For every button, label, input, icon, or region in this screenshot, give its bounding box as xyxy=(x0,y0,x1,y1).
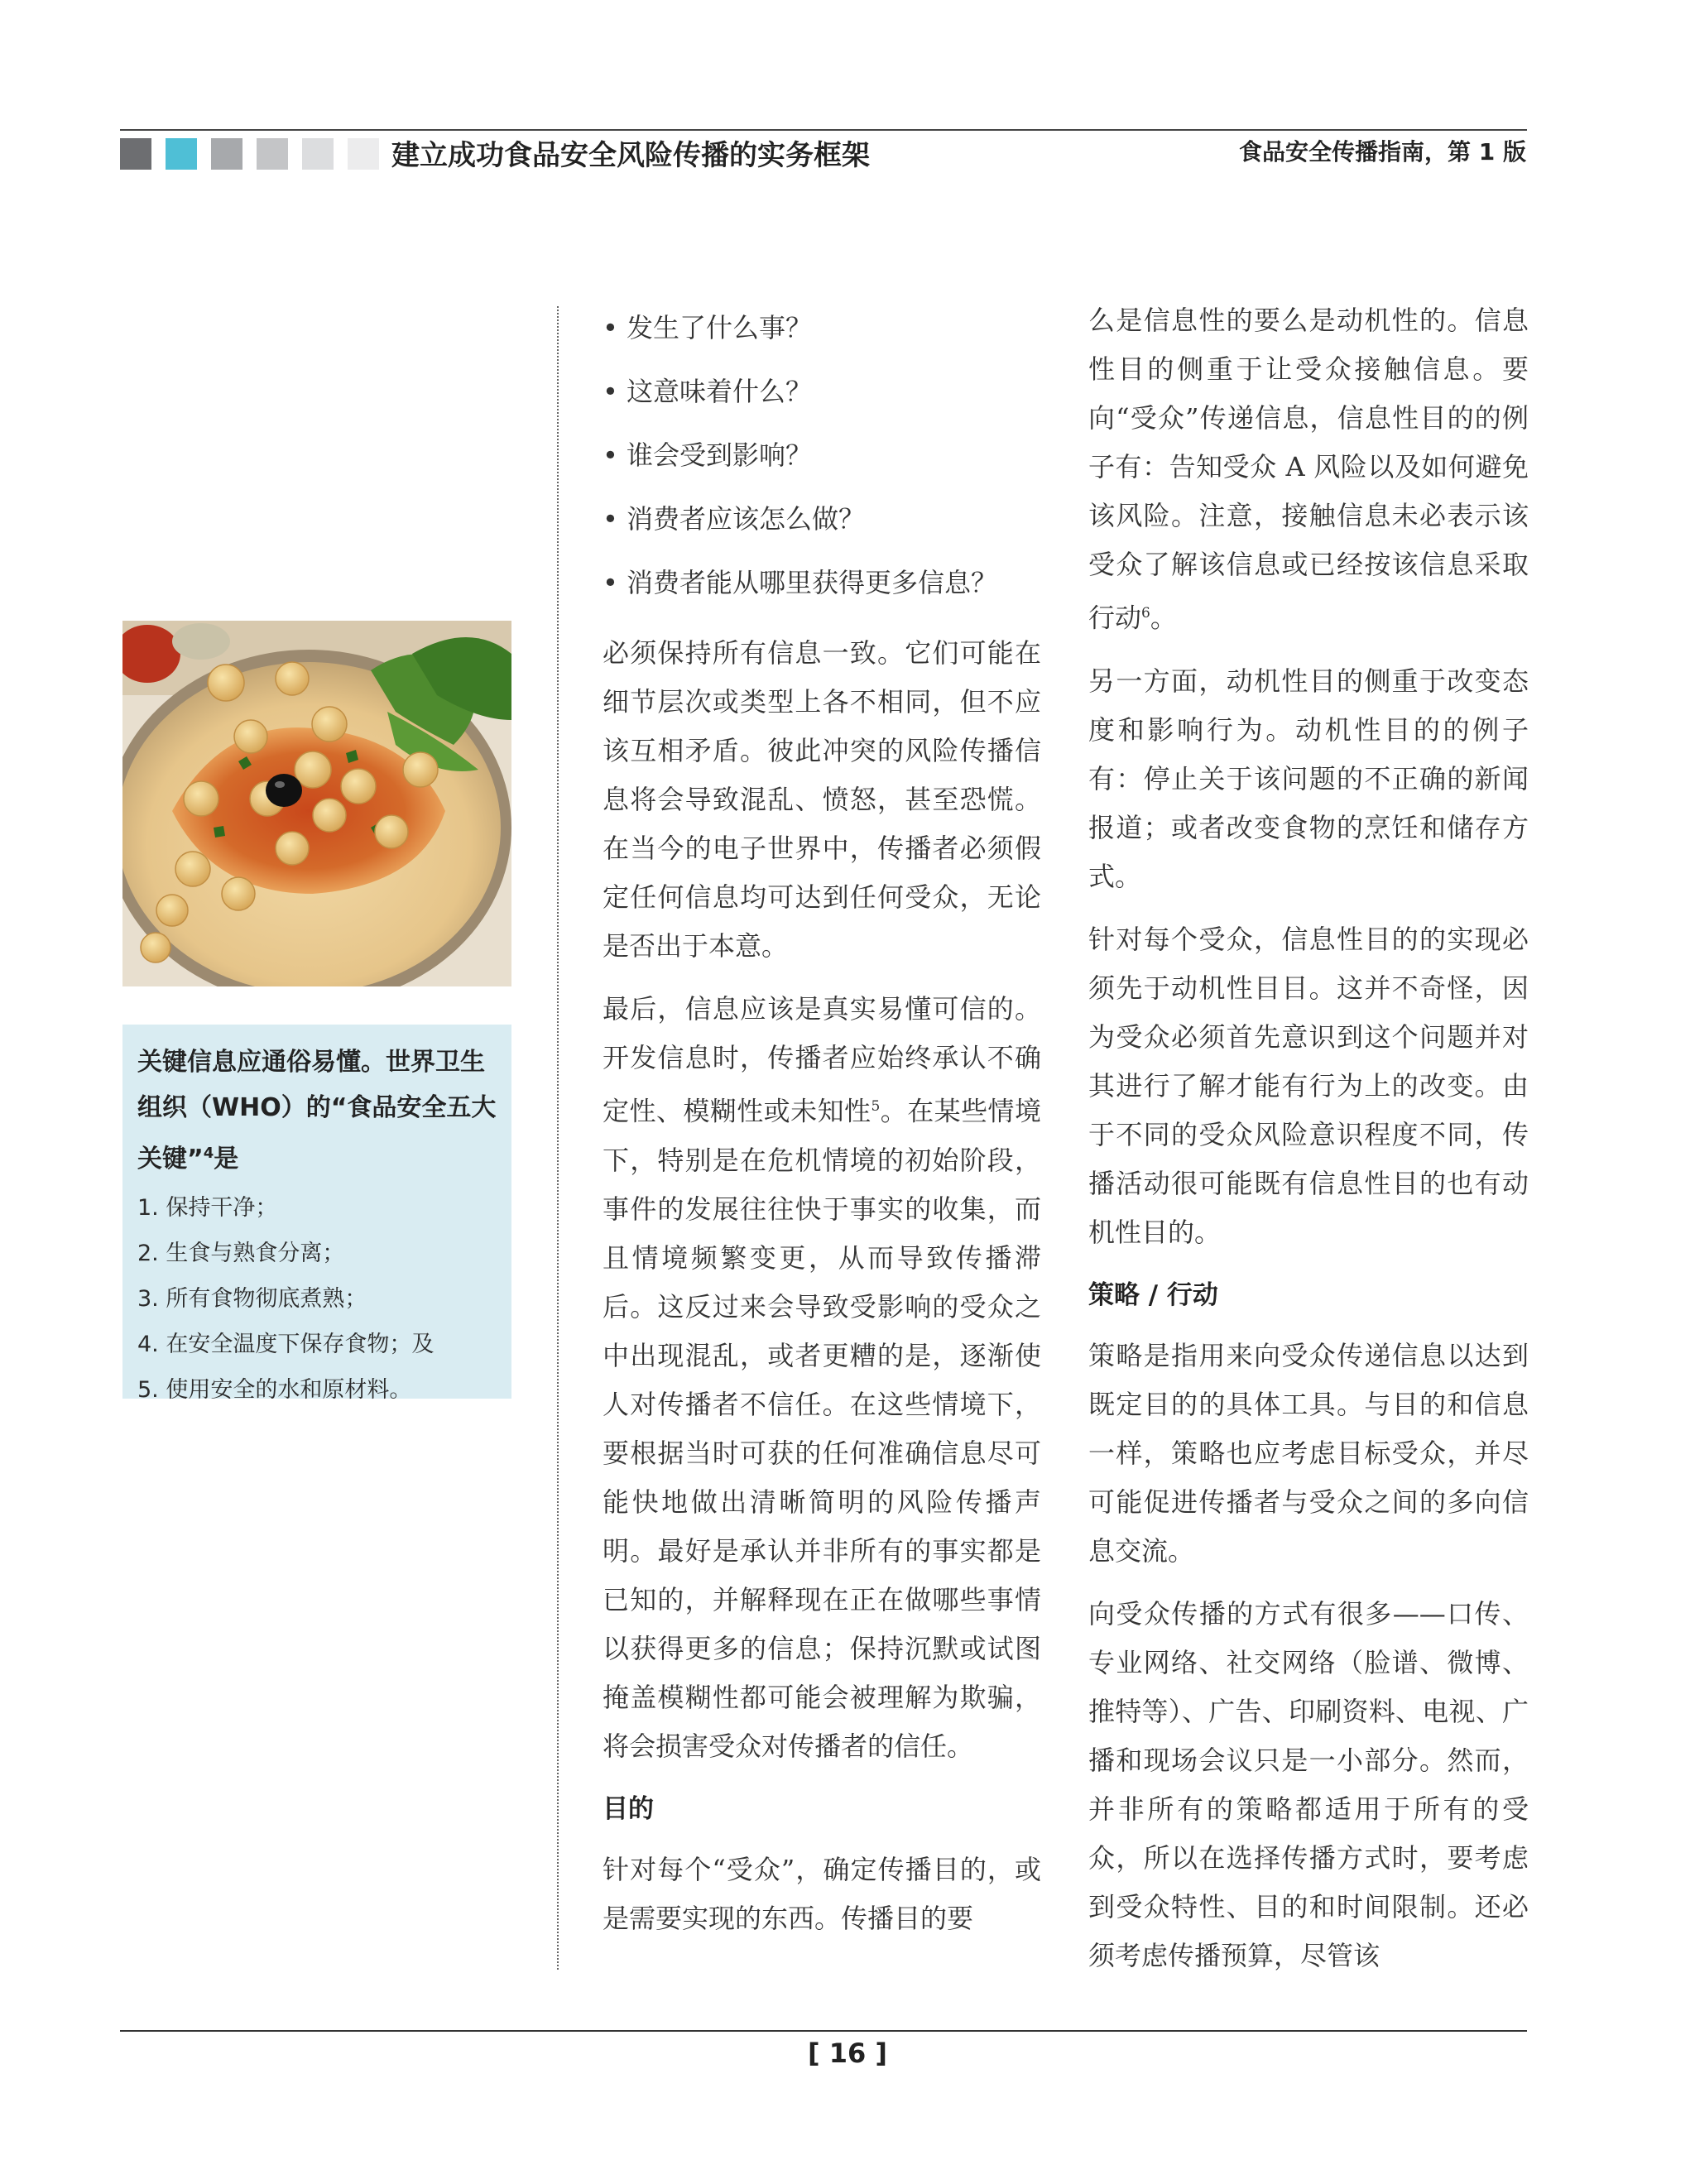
header-publication: 食品安全传播指南，第 1 版 xyxy=(1239,138,1526,166)
header-rule xyxy=(120,129,1527,131)
paragraph: 针对每个“受众”，确定传播目的，或是需要实现的东西。传播目的要 xyxy=(603,1853,1041,1934)
footer-rule xyxy=(120,2030,1527,2032)
list-item: 4. 在安全温度下保存食物；及 xyxy=(137,1332,435,1357)
paragraph: 向受众传播的方式有很多——口传、专业网络、社交网络（脸谱、微博、推特等）、广告、印刷资料、电视、广播和现场会议只是一小部分。然而，并非所有的策略都适用于所有的受众，所以在选择传播方式时，要考虑到受众特性、目的和时间限制。还必须考虑传播预算，尽管该 xyxy=(1088,1597,1529,1971)
header-title: 建立成功食品安全风险传播的实务框架 xyxy=(391,139,870,172)
list-item: 3. 所有食物彻底煮熟； xyxy=(137,1286,367,1312)
list-item: • 消费者应该怎么做？ xyxy=(603,503,866,535)
key-messages-sidebar xyxy=(122,1025,511,1403)
header-square xyxy=(348,138,379,170)
list-item: 2. 生食与熟食分离； xyxy=(137,1241,345,1266)
header-square xyxy=(302,138,334,170)
paragraph: 针对每个受众，信息性目的的实现必须先于动机性目目。这并不奇怪，因为受众必须首先意识到这个问题并对其进行了解才能有行为上的改变。由于不同的受众风险意识程度不同，传播活动很可能既有信息性目的也有动机性目的。 xyxy=(1088,923,1529,1248)
list-item: 5. 使用安全的水和原材料。 xyxy=(137,1377,412,1403)
five-keys-list xyxy=(137,1185,497,1413)
header-square xyxy=(257,138,288,170)
paragraph: 必须保持所有信息一致。它们可能在细节层次或类型上各不相同，但不应该互相矛盾。彼此冲突的风险传播信息将会导致混乱、愤怒，甚至恐慌。在当今的电子世界中，传播者必须假定任何信息均可达到任何受众，无论是否出于本意。 xyxy=(603,637,1041,962)
header-color-squares xyxy=(120,138,379,170)
paragraph-text: 。 xyxy=(1150,602,1177,634)
right-column xyxy=(1088,296,1529,1994)
sidebar-heading-ref: 4 xyxy=(203,1145,214,1162)
list-item: • 发生了什么事？ xyxy=(603,312,813,343)
paragraph: 策略是指用来向受众传递信息以达到既定目的的具体工具。与目的和信息一样，策略也应考虑目标受众，并尽可能促进传播者与受众之间的多向信息交流。 xyxy=(1088,1339,1529,1567)
question-bullets xyxy=(603,296,1041,615)
list-item: • 这意味着什么？ xyxy=(603,376,813,407)
paragraph-text: 最后，信息应该是真实易懂可信的。开发信息时，传播者应始终承认不确定性、模糊性或未知性 xyxy=(603,993,1041,1127)
header-square xyxy=(120,138,151,170)
sidebar-heading xyxy=(137,1039,497,1182)
header-square xyxy=(166,138,197,170)
section-heading-strategy: 策略 / 行动 xyxy=(1088,1279,1218,1310)
footnote-ref: 6 xyxy=(1141,605,1150,622)
sidebar-heading-tail: 是 xyxy=(214,1145,239,1174)
list-item: • 谁会受到影响？ xyxy=(603,439,813,471)
list-item: 1. 保持干净； xyxy=(137,1195,278,1221)
footnote-ref: 5 xyxy=(871,1098,881,1115)
paragraph-text: 。在某些情境下，特别是在危机情境的初始阶段，事件的发展往往快于事实的收集，而且情境频繁变更，从而导致传播滞后。这反过来会导致受影响的受众之中出现混乱，或者更糟的是，逐渐使人对传播者不信任。在这些情境下，要根据当时可获的任何准确信息尽可能快地做出清晰简明的风险传播声明。最好是承认并非所有的事实都是已知的，并解释现在正在做哪些事情以获得更多的信息；保持沉默或试图掩盖模糊性都可能会被理解为欺骗，将会损害受众对传播者的信任。 xyxy=(603,1095,1041,1762)
sidebar-heading-text: 关键信息应通俗易懂。世界卫生组织（WHO）的“食品安全五大关键” xyxy=(137,1048,497,1174)
page-number: [ 16 ] xyxy=(807,2038,888,2069)
hummus-dish-photo xyxy=(122,621,511,986)
paragraph xyxy=(603,985,1041,1771)
section-heading-purpose: 目的 xyxy=(603,1793,654,1824)
paragraph xyxy=(1088,296,1529,643)
paragraph: 另一方面，动机性目的侧重于改变态度和影响行为。动机性目的的例子有：停止关于该问题的不正确的新闻报道；或者改变食物的烹饪和储存方式。 xyxy=(1088,665,1529,892)
column-divider xyxy=(557,306,559,1970)
list-item: • 消费者能从哪里获得更多信息？ xyxy=(603,567,998,598)
paragraph-text: 么是信息性的要么是动机性的。信息性目的侧重于让受众接触信息。要向“受众”传递信息，信息性目的的例子有：告知受众 A 风险以及如何避免该风险。注意，接触信息未必表示该受众了解该信息或已经按该信息采取行动 xyxy=(1088,305,1529,634)
middle-column xyxy=(603,296,1041,1957)
header-square xyxy=(211,138,242,170)
